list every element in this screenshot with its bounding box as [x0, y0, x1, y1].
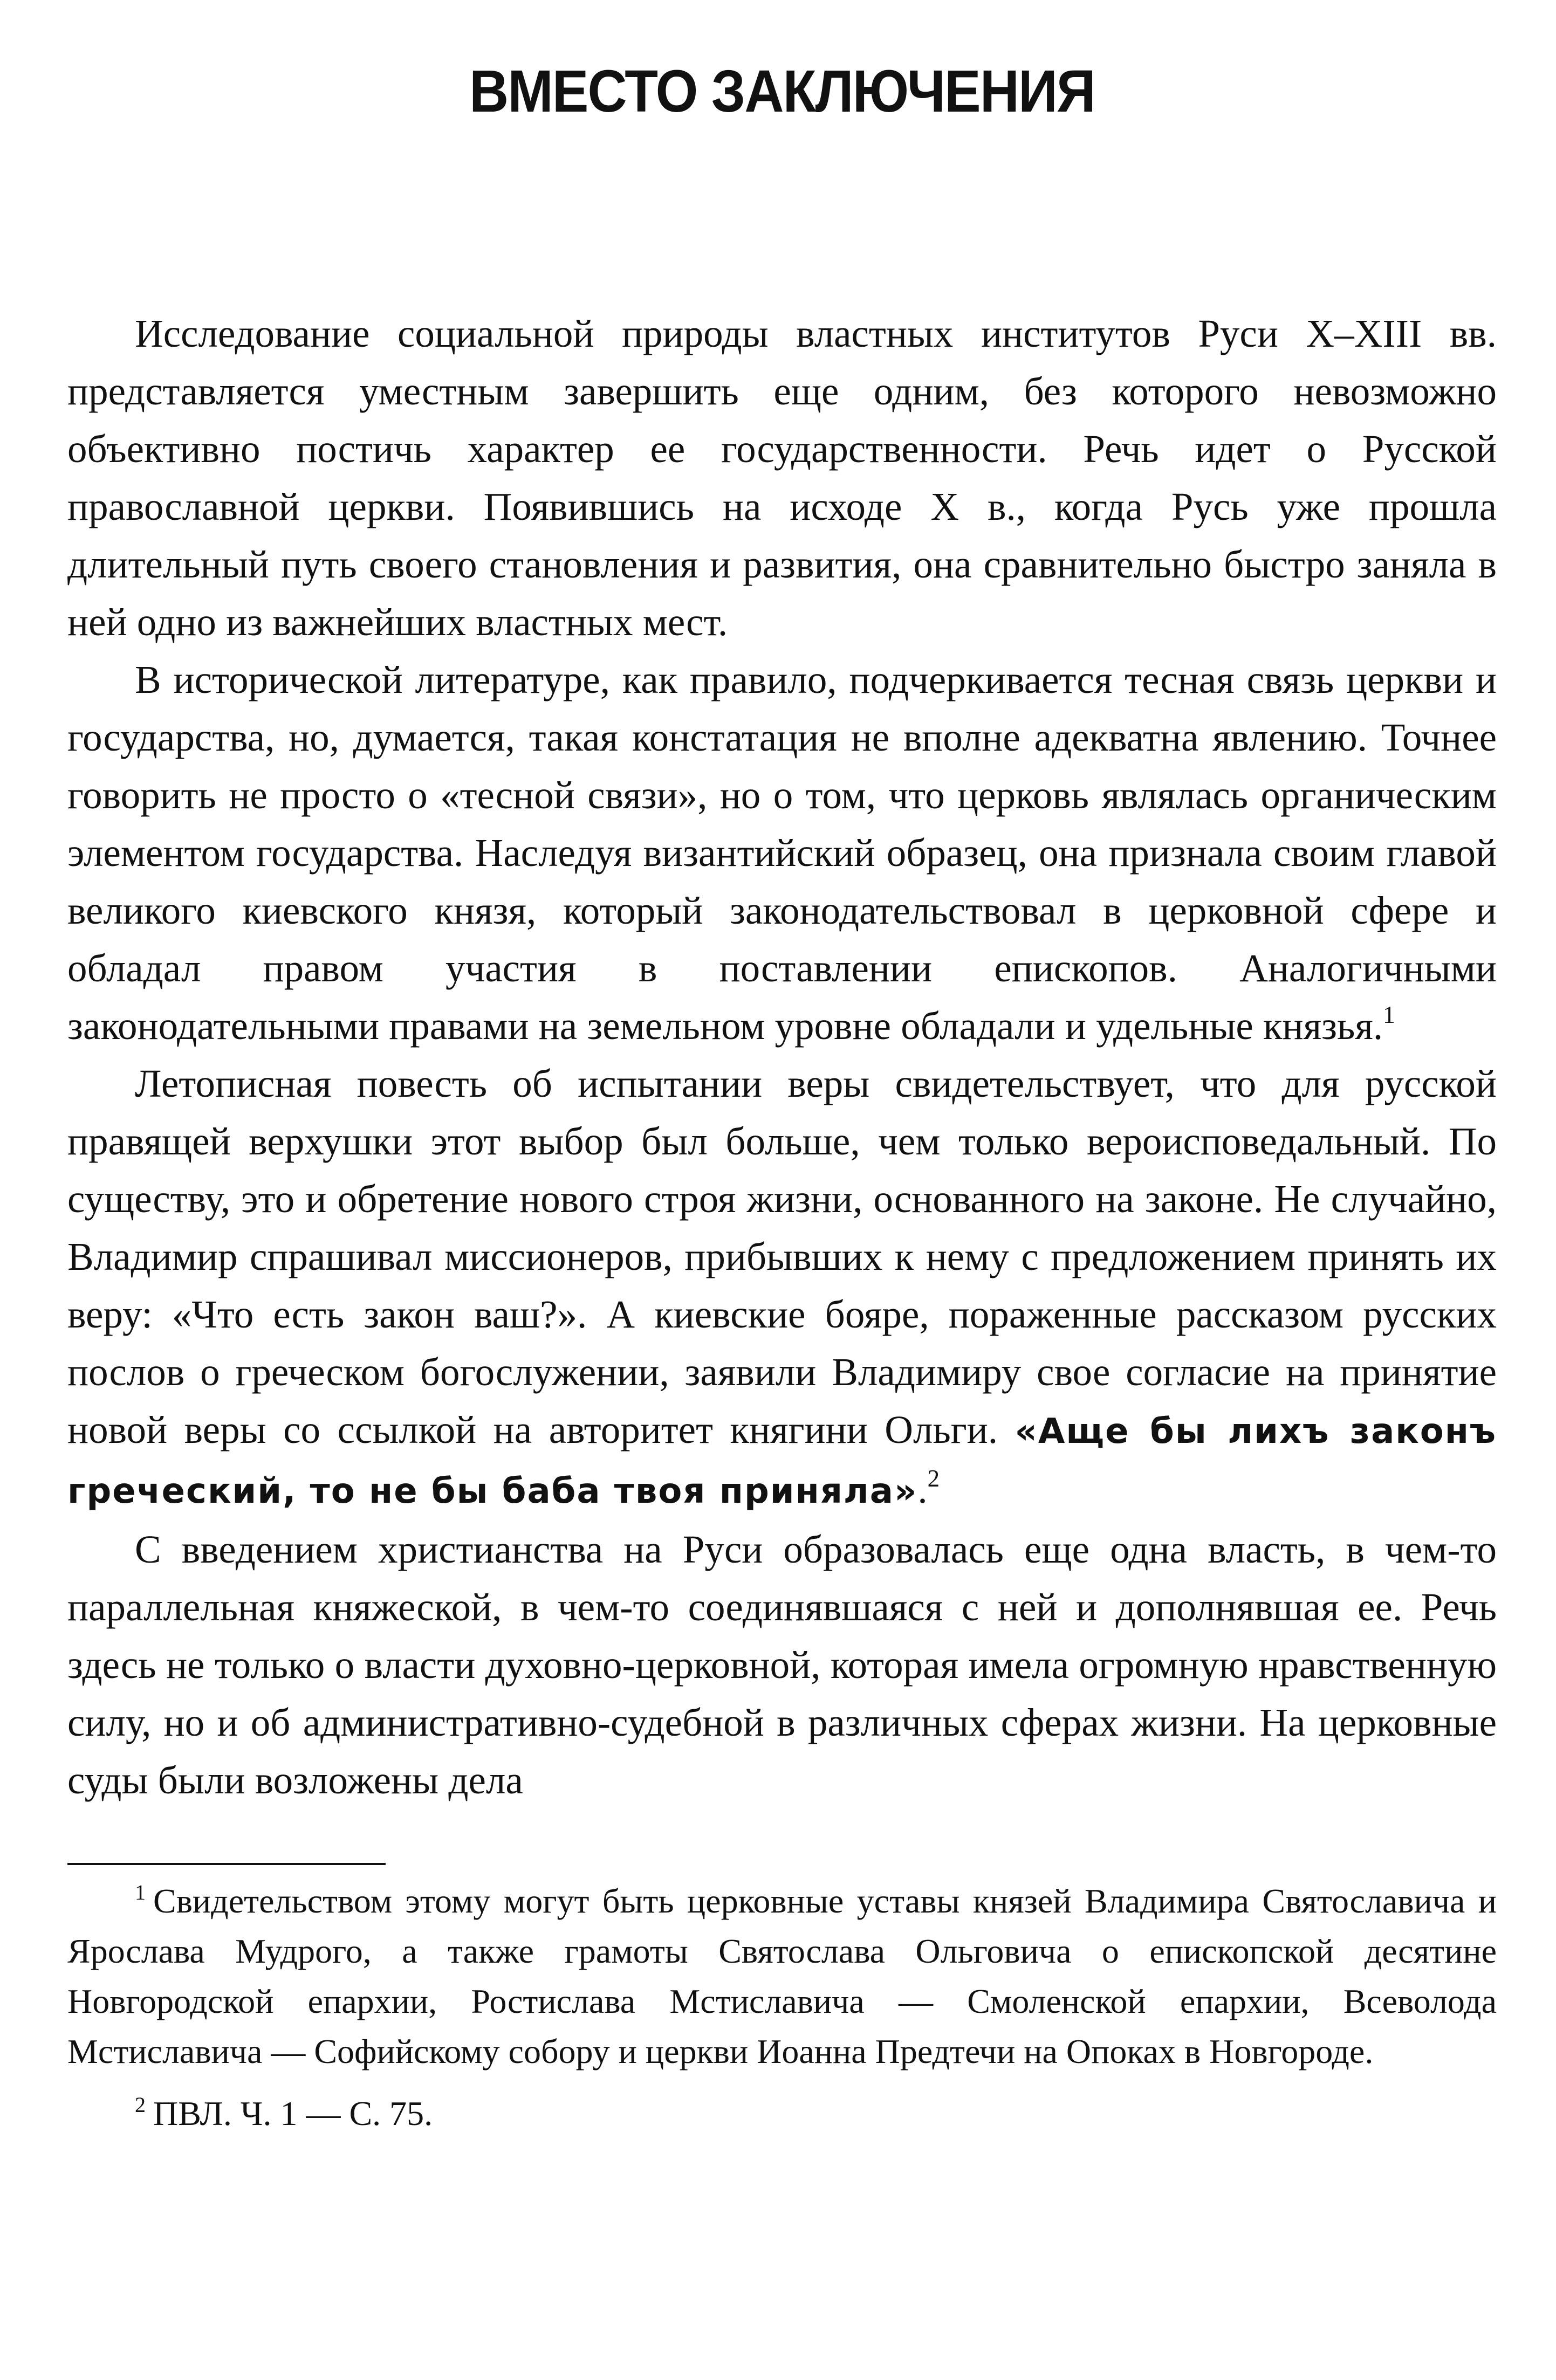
- footnote-1-number: 1: [135, 1880, 146, 1904]
- paragraph-3-text: Летописная повесть об испытании веры свидетельствует, что для русской правящей верхушки этот выбор был больше, чем только вероисповедальный. По существу, это и обретение нового строя жизни, основанного на законе. Не случайно, Владимир спрашивал миссионеров, прибывших к нему с предложением принять их веру: «Что есть закон ваш?». А киевские бояре, пораженные рассказом русских послов о греческом богослужении, заявили Владимиру свое согласие на принятие новой веры со ссылкой на авторитет княгини Ольги.: [67, 1062, 1497, 1452]
- paragraph-3-end: .: [917, 1468, 928, 1511]
- paragraph-1: [67, 305, 1497, 651]
- paragraph-4: [67, 1521, 1497, 1809]
- book-page: [67, 57, 1497, 2150]
- footnote-2-number: 2: [135, 2093, 146, 2117]
- main-text: [67, 305, 1497, 1809]
- paragraph-2: [67, 651, 1497, 1055]
- old-slavonic-quote: «Аще бы лихъ законъ греческий, то не бы баба твоя приняла»: [67, 1412, 1497, 1511]
- footnote-divider: [67, 1863, 386, 1865]
- footnote-2-text: ПВЛ. Ч. 1 — С. 75.: [153, 2094, 433, 2133]
- footnote-2: [67, 2088, 1497, 2138]
- paragraph-4-text: С введением христианства на Руси образовалась еще одна власть, в чем-то параллельная княжеской, в чем-то соединявшаяся с ней и дополнявшая ее. Речь здесь не только о власти духовно-церковной, которая имела огромную нравственную силу, но и об административно-судебной в различных сферах жизни. На церковные суды были возложены дела: [67, 1528, 1497, 1802]
- paragraph-1-text: Исследование социальной природы властных институтов Руси X–XIII вв. представляется уместным завершить еще одним, без которого невозможно объективно постичь характер ее государственности. Речь идет о Русской православной церкви. Появившись на исходе X в., когда Русь уже прошла длительный путь своего становления и развития, она сравнительно быстро заняла в ней одно из важнейших властных мест.: [67, 312, 1497, 644]
- footnote-1: [67, 1876, 1497, 2076]
- footnote-ref-2: 2: [927, 1465, 940, 1492]
- footnote-ref-1: 1: [1383, 1001, 1395, 1028]
- chapter-title: ВМЕСТО ЗАКЛЮЧЕНИЯ: [469, 58, 1095, 125]
- paragraph-2-text: В исторической литературе, как правило, подчеркивается тесная связь церкви и государства, но, думается, такая констатация не вполне адекватна явлению. Точнее говорить не просто о «тесной связи», но о том, что церковь являлась органическим элементом государства. Наследуя византийский образец, она признала своим главой великого киевского князя, который законодательствовал в церковной сфере и обладал правом участия в поставлении епископов. Аналогичными законодательными правами на земельном уровне обладали и удельные князья.: [67, 658, 1497, 1048]
- footnote-1-text: Свидетельством этому могут быть церковные уставы князей Владимира Святославича и Ярослава Мудрого, а также грамоты Святослава Ольговича о епископской десятине Новгородской епархии, Ростислава Мстиславича — Смоленской епархии, Всеволода Мстиславича — Софийскому собору и церкви Иоанна Предтечи на Опоках в Новгороде.: [67, 1882, 1497, 2071]
- footnotes: [67, 1876, 1497, 2138]
- paragraph-3: [67, 1055, 1497, 1521]
